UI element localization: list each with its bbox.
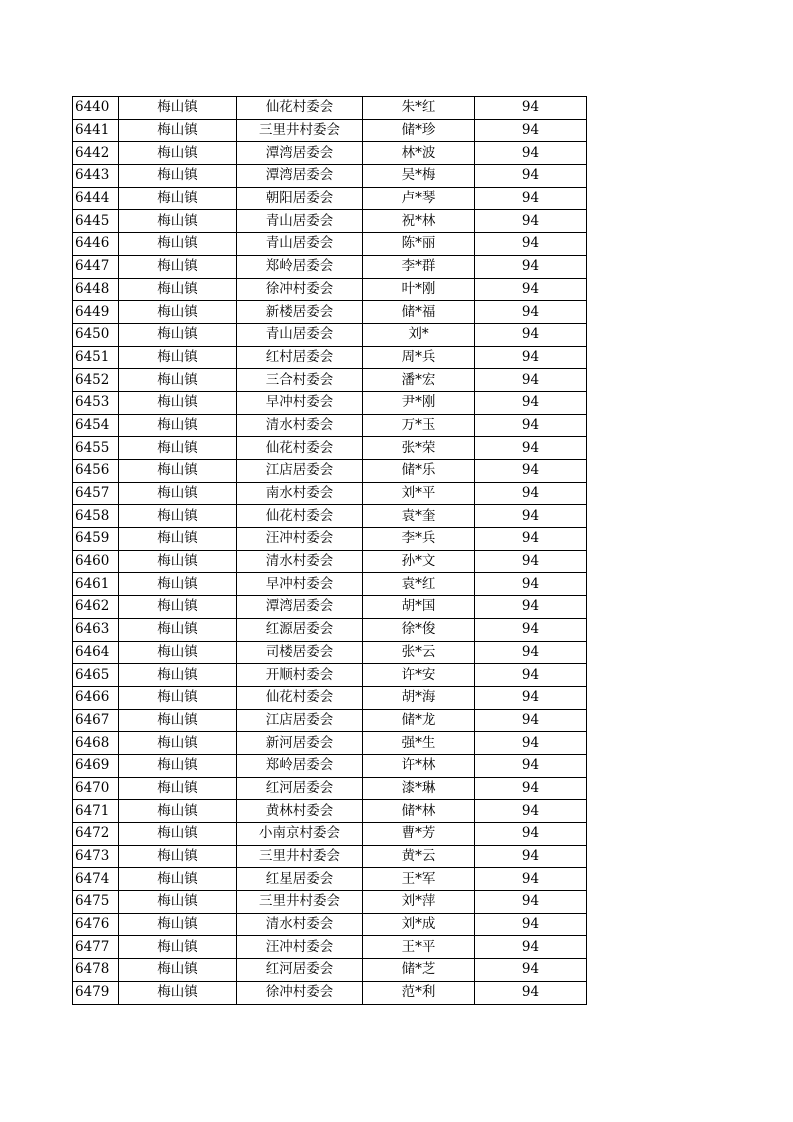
village-committee-cell: 三里井村委会	[237, 845, 363, 868]
village-committee-cell: 郑岭居委会	[237, 754, 363, 777]
table-row	[73, 391, 587, 414]
score-cell: 94	[475, 868, 587, 891]
town-cell: 梅山镇	[119, 845, 237, 868]
score-cell: 94	[475, 210, 587, 233]
town-cell: 梅山镇	[119, 505, 237, 528]
person-name-cell: 曹*芳	[363, 823, 475, 846]
village-committee-cell: 清水村委会	[237, 550, 363, 573]
row-number-cell: 6473	[73, 845, 119, 868]
score-cell: 94	[475, 618, 587, 641]
person-name-cell: 储*福	[363, 301, 475, 324]
village-committee-cell: 小南京村委会	[237, 823, 363, 846]
person-name-cell: 许*安	[363, 664, 475, 687]
village-committee-cell: 三合村委会	[237, 369, 363, 392]
village-committee-cell: 早冲村委会	[237, 391, 363, 414]
village-committee-cell: 开顺村委会	[237, 664, 363, 687]
person-name-cell: 储*林	[363, 800, 475, 823]
table-row	[73, 686, 587, 709]
person-name-cell: 卢*琴	[363, 187, 475, 210]
score-cell: 94	[475, 482, 587, 505]
table-row	[73, 482, 587, 505]
person-name-cell: 胡*海	[363, 686, 475, 709]
village-committee-cell: 仙花村委会	[237, 97, 363, 120]
score-cell: 94	[475, 686, 587, 709]
person-name-cell: 刘*平	[363, 482, 475, 505]
village-committee-cell: 红河居委会	[237, 777, 363, 800]
table-row	[73, 528, 587, 551]
person-name-cell: 徐*俊	[363, 618, 475, 641]
person-name-cell: 袁*红	[363, 573, 475, 596]
table-row	[73, 596, 587, 619]
table-row	[73, 709, 587, 732]
town-cell: 梅山镇	[119, 414, 237, 437]
table-row	[73, 800, 587, 823]
town-cell: 梅山镇	[119, 346, 237, 369]
town-cell: 梅山镇	[119, 550, 237, 573]
row-number-cell: 6459	[73, 528, 119, 551]
village-committee-cell: 潭湾居委会	[237, 596, 363, 619]
town-cell: 梅山镇	[119, 959, 237, 982]
town-cell: 梅山镇	[119, 233, 237, 256]
row-number-cell: 6453	[73, 391, 119, 414]
table-row	[73, 210, 587, 233]
town-cell: 梅山镇	[119, 913, 237, 936]
score-cell: 94	[475, 119, 587, 142]
town-cell: 梅山镇	[119, 97, 237, 120]
person-name-cell: 张*云	[363, 641, 475, 664]
row-number-cell: 6477	[73, 936, 119, 959]
table-row	[73, 732, 587, 755]
table-row	[73, 936, 587, 959]
person-name-cell: 林*波	[363, 142, 475, 165]
score-cell: 94	[475, 255, 587, 278]
row-number-cell: 6470	[73, 777, 119, 800]
score-cell: 94	[475, 142, 587, 165]
person-name-cell: 储*芝	[363, 959, 475, 982]
row-number-cell: 6440	[73, 97, 119, 120]
table-row	[73, 754, 587, 777]
town-cell: 梅山镇	[119, 754, 237, 777]
village-committee-cell: 红村居委会	[237, 346, 363, 369]
village-committee-cell: 朝阳居委会	[237, 187, 363, 210]
table-row	[73, 301, 587, 324]
score-cell: 94	[475, 936, 587, 959]
roster-table	[72, 96, 587, 1005]
score-cell: 94	[475, 754, 587, 777]
score-cell: 94	[475, 981, 587, 1004]
village-committee-cell: 司楼居委会	[237, 641, 363, 664]
town-cell: 梅山镇	[119, 391, 237, 414]
table-row	[73, 119, 587, 142]
table-row	[73, 845, 587, 868]
table-row	[73, 573, 587, 596]
town-cell: 梅山镇	[119, 369, 237, 392]
table-row	[73, 460, 587, 483]
town-cell: 梅山镇	[119, 482, 237, 505]
score-cell: 94	[475, 278, 587, 301]
town-cell: 梅山镇	[119, 165, 237, 188]
table-row	[73, 233, 587, 256]
table-row	[73, 777, 587, 800]
village-committee-cell: 新楼居委会	[237, 301, 363, 324]
person-name-cell: 胡*国	[363, 596, 475, 619]
town-cell: 梅山镇	[119, 936, 237, 959]
person-name-cell: 黄*云	[363, 845, 475, 868]
row-number-cell: 6441	[73, 119, 119, 142]
table-row	[73, 913, 587, 936]
town-cell: 梅山镇	[119, 823, 237, 846]
person-name-cell: 王*平	[363, 936, 475, 959]
town-cell: 梅山镇	[119, 437, 237, 460]
table-row	[73, 664, 587, 687]
table-row	[73, 959, 587, 982]
village-committee-cell: 汪冲村委会	[237, 528, 363, 551]
person-name-cell: 孙*文	[363, 550, 475, 573]
roster-sheet	[72, 96, 586, 1005]
row-number-cell: 6467	[73, 709, 119, 732]
score-cell: 94	[475, 97, 587, 120]
person-name-cell: 许*林	[363, 754, 475, 777]
person-name-cell: 周*兵	[363, 346, 475, 369]
town-cell: 梅山镇	[119, 596, 237, 619]
row-number-cell: 6442	[73, 142, 119, 165]
town-cell: 梅山镇	[119, 618, 237, 641]
person-name-cell: 潘*宏	[363, 369, 475, 392]
village-committee-cell: 红河居委会	[237, 959, 363, 982]
row-number-cell: 6463	[73, 618, 119, 641]
row-number-cell: 6455	[73, 437, 119, 460]
score-cell: 94	[475, 845, 587, 868]
town-cell: 梅山镇	[119, 142, 237, 165]
town-cell: 梅山镇	[119, 868, 237, 891]
score-cell: 94	[475, 664, 587, 687]
score-cell: 94	[475, 596, 587, 619]
town-cell: 梅山镇	[119, 709, 237, 732]
village-committee-cell: 三里井村委会	[237, 119, 363, 142]
row-number-cell: 6449	[73, 301, 119, 324]
score-cell: 94	[475, 460, 587, 483]
village-committee-cell: 清水村委会	[237, 913, 363, 936]
village-committee-cell: 清水村委会	[237, 414, 363, 437]
village-committee-cell: 徐冲村委会	[237, 981, 363, 1004]
score-cell: 94	[475, 505, 587, 528]
person-name-cell: 范*利	[363, 981, 475, 1004]
score-cell: 94	[475, 437, 587, 460]
village-committee-cell: 江店居委会	[237, 709, 363, 732]
row-number-cell: 6460	[73, 550, 119, 573]
score-cell: 94	[475, 573, 587, 596]
score-cell: 94	[475, 891, 587, 914]
person-name-cell: 储*龙	[363, 709, 475, 732]
town-cell: 梅山镇	[119, 981, 237, 1004]
table-row	[73, 437, 587, 460]
town-cell: 梅山镇	[119, 301, 237, 324]
row-number-cell: 6448	[73, 278, 119, 301]
village-committee-cell: 郑岭居委会	[237, 255, 363, 278]
town-cell: 梅山镇	[119, 278, 237, 301]
person-name-cell: 刘*	[363, 323, 475, 346]
table-row	[73, 278, 587, 301]
score-cell: 94	[475, 165, 587, 188]
village-committee-cell: 潭湾居委会	[237, 165, 363, 188]
person-name-cell: 强*生	[363, 732, 475, 755]
row-number-cell: 6472	[73, 823, 119, 846]
person-name-cell: 朱*红	[363, 97, 475, 120]
score-cell: 94	[475, 777, 587, 800]
village-committee-cell: 江店居委会	[237, 460, 363, 483]
town-cell: 梅山镇	[119, 460, 237, 483]
table-row	[73, 891, 587, 914]
person-name-cell: 张*荣	[363, 437, 475, 460]
person-name-cell: 李*兵	[363, 528, 475, 551]
table-row	[73, 255, 587, 278]
score-cell: 94	[475, 369, 587, 392]
village-committee-cell: 青山居委会	[237, 210, 363, 233]
person-name-cell: 刘*萍	[363, 891, 475, 914]
score-cell: 94	[475, 550, 587, 573]
table-row	[73, 550, 587, 573]
row-number-cell: 6466	[73, 686, 119, 709]
person-name-cell: 王*军	[363, 868, 475, 891]
roster-table-body	[73, 97, 587, 1005]
score-cell: 94	[475, 323, 587, 346]
score-cell: 94	[475, 233, 587, 256]
score-cell: 94	[475, 641, 587, 664]
person-name-cell: 袁*奎	[363, 505, 475, 528]
table-row	[73, 369, 587, 392]
table-row	[73, 618, 587, 641]
score-cell: 94	[475, 346, 587, 369]
person-name-cell: 漆*琳	[363, 777, 475, 800]
table-row	[73, 346, 587, 369]
row-number-cell: 6474	[73, 868, 119, 891]
row-number-cell: 6458	[73, 505, 119, 528]
person-name-cell: 吴*梅	[363, 165, 475, 188]
score-cell: 94	[475, 913, 587, 936]
town-cell: 梅山镇	[119, 323, 237, 346]
village-committee-cell: 红源居委会	[237, 618, 363, 641]
table-row	[73, 323, 587, 346]
row-number-cell: 6451	[73, 346, 119, 369]
village-committee-cell: 仙花村委会	[237, 686, 363, 709]
town-cell: 梅山镇	[119, 732, 237, 755]
row-number-cell: 6461	[73, 573, 119, 596]
town-cell: 梅山镇	[119, 187, 237, 210]
village-committee-cell: 徐冲村委会	[237, 278, 363, 301]
row-number-cell: 6454	[73, 414, 119, 437]
row-number-cell: 6446	[73, 233, 119, 256]
score-cell: 94	[475, 959, 587, 982]
score-cell: 94	[475, 414, 587, 437]
row-number-cell: 6465	[73, 664, 119, 687]
row-number-cell: 6478	[73, 959, 119, 982]
score-cell: 94	[475, 709, 587, 732]
town-cell: 梅山镇	[119, 664, 237, 687]
village-committee-cell: 潭湾居委会	[237, 142, 363, 165]
table-row	[73, 641, 587, 664]
table-row	[73, 97, 587, 120]
village-committee-cell: 汪冲村委会	[237, 936, 363, 959]
village-committee-cell: 南水村委会	[237, 482, 363, 505]
table-row	[73, 142, 587, 165]
score-cell: 94	[475, 187, 587, 210]
village-committee-cell: 三里井村委会	[237, 891, 363, 914]
town-cell: 梅山镇	[119, 528, 237, 551]
row-number-cell: 6457	[73, 482, 119, 505]
person-name-cell: 叶*刚	[363, 278, 475, 301]
town-cell: 梅山镇	[119, 800, 237, 823]
row-number-cell: 6462	[73, 596, 119, 619]
row-number-cell: 6443	[73, 165, 119, 188]
person-name-cell: 祝*林	[363, 210, 475, 233]
table-row	[73, 165, 587, 188]
row-number-cell: 6471	[73, 800, 119, 823]
person-name-cell: 尹*刚	[363, 391, 475, 414]
village-committee-cell: 仙花村委会	[237, 437, 363, 460]
person-name-cell: 李*群	[363, 255, 475, 278]
person-name-cell: 陈*丽	[363, 233, 475, 256]
table-row	[73, 868, 587, 891]
row-number-cell: 6479	[73, 981, 119, 1004]
village-committee-cell: 早冲村委会	[237, 573, 363, 596]
row-number-cell: 6456	[73, 460, 119, 483]
row-number-cell: 6469	[73, 754, 119, 777]
town-cell: 梅山镇	[119, 119, 237, 142]
town-cell: 梅山镇	[119, 777, 237, 800]
village-committee-cell: 黄林村委会	[237, 800, 363, 823]
town-cell: 梅山镇	[119, 641, 237, 664]
town-cell: 梅山镇	[119, 210, 237, 233]
village-committee-cell: 新河居委会	[237, 732, 363, 755]
table-row	[73, 414, 587, 437]
table-row	[73, 981, 587, 1004]
village-committee-cell: 红星居委会	[237, 868, 363, 891]
score-cell: 94	[475, 823, 587, 846]
row-number-cell: 6464	[73, 641, 119, 664]
person-name-cell: 万*玉	[363, 414, 475, 437]
row-number-cell: 6475	[73, 891, 119, 914]
row-number-cell: 6450	[73, 323, 119, 346]
score-cell: 94	[475, 391, 587, 414]
village-committee-cell: 青山居委会	[237, 233, 363, 256]
score-cell: 94	[475, 301, 587, 324]
person-name-cell: 储*珍	[363, 119, 475, 142]
score-cell: 94	[475, 732, 587, 755]
village-committee-cell: 仙花村委会	[237, 505, 363, 528]
table-row	[73, 823, 587, 846]
score-cell: 94	[475, 800, 587, 823]
town-cell: 梅山镇	[119, 686, 237, 709]
person-name-cell: 刘*成	[363, 913, 475, 936]
town-cell: 梅山镇	[119, 891, 237, 914]
row-number-cell: 6444	[73, 187, 119, 210]
row-number-cell: 6447	[73, 255, 119, 278]
row-number-cell: 6452	[73, 369, 119, 392]
row-number-cell: 6476	[73, 913, 119, 936]
row-number-cell: 6468	[73, 732, 119, 755]
table-row	[73, 187, 587, 210]
town-cell: 梅山镇	[119, 255, 237, 278]
score-cell: 94	[475, 528, 587, 551]
row-number-cell: 6445	[73, 210, 119, 233]
town-cell: 梅山镇	[119, 573, 237, 596]
village-committee-cell: 青山居委会	[237, 323, 363, 346]
table-row	[73, 505, 587, 528]
person-name-cell: 储*乐	[363, 460, 475, 483]
